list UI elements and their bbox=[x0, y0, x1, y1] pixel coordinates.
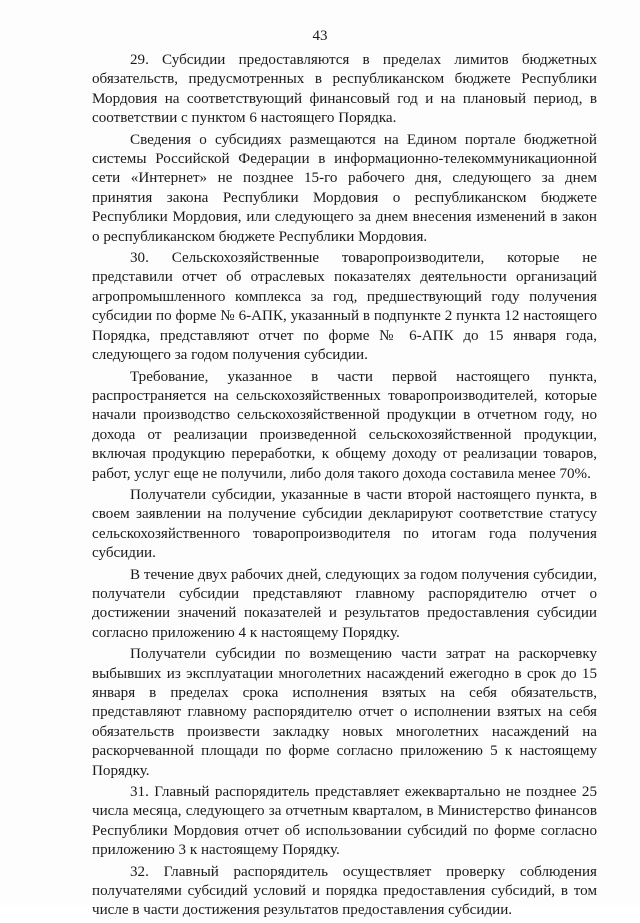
paragraph-report-deadline: В течение двух рабочих дней, следующих за годом получения субсидии, получатели субсидии представляют главному распорядителю отчет о достижении значений показателей и результатов предоставления субсидии согласно приложению 4 к настоящему Порядку. bbox=[92, 566, 597, 641]
paragraph-uprooting-report: Получатели субсидии по возмещению части затрат на раскорчевку выбывших из эксплуатации многолетних насаждений ежегодно в срок до 15 января в пределах срока исполнения взятых на себя обязательств, представляют главному распорядителю отчет о исполнении взятых на себя обязательств произвести закладку новых многолетних насаждений на раскорчеванной площади по форме согласно приложению 5 к настоящему Порядку. bbox=[92, 646, 597, 779]
paragraph-recipients-declaration: Получатели субсидии, указанные в части второй настоящего пункта, в своем заявлении на получение субсидии декларируют соответствие статусу сельскохозяйственного товаропроизводителя по итогам года получения субсидии. bbox=[92, 486, 597, 562]
paragraph-subsidy-info: Сведения о субсидиях размещаются на Едином портале бюджетной системы Российской Федерации в информационно-телекоммуникационной сети «Интернет» не позднее 15-го рабочего дня, следующего за днем принятия закона Республики Мордовия о республиканском бюджете Республики Мордовия, или следующего за днем внесения изменений в закон о республиканском бюджете Республики Мордовия. bbox=[92, 131, 597, 245]
paragraph-29: 29. Субсидии предоставляются в пределах лимитов бюджетных обязательств, предусмотренных в республиканском бюджете Республики Мордовия на соответствующий финансовый год и на плановый период, в соответствии с пунктом 6 настоящего Порядка. bbox=[92, 52, 597, 127]
paragraph-30: 30. Сельскохозяйственные товаропроизводители, которые не представили отчет об отраслевых показателях деятельности организаций агропромышленного комплекса за год, предшествующий году получения субсидии по форме № 6-АПК, указанный в подпункте 2 пункта 12 настоящего Порядка, представляют отчет по форме № 6-АПК до 15 января года, следующего за годом получения субсидии. bbox=[92, 250, 597, 364]
page-number: 43 bbox=[312, 28, 328, 44]
paragraph-requirement: Требование, указанное в части первой настоящего пункта, распространяется на сельскохозяйственных товаропроизводителей, которые начали производство сельскохозяйственной продукции в отчетном году, но дохода от реализации произведенной сельскохозяйственной продукции, включая продукцию переработки, к общему доходу от реализации товаров, работ, услуг еще не получили, либо доля такого дохода составила менее 70%. bbox=[92, 368, 597, 482]
paragraph-32: 32. Главный распорядитель осуществляет проверку соблюдения получателями субсидий условий и порядка предоставления субсидий, в том числе в части достижения результатов предоставления субсидии. bbox=[92, 863, 597, 919]
document-body bbox=[92, 51, 597, 923]
paragraph-31: 31. Главный распорядитель представляет ежеквартально не позднее 25 числа месяца, следующего за отчетным кварталом, в Министерство финансов Республики Мордовия отчет об использовании субсидий по форме согласно приложению 3 к настоящему Порядку. bbox=[92, 784, 597, 859]
